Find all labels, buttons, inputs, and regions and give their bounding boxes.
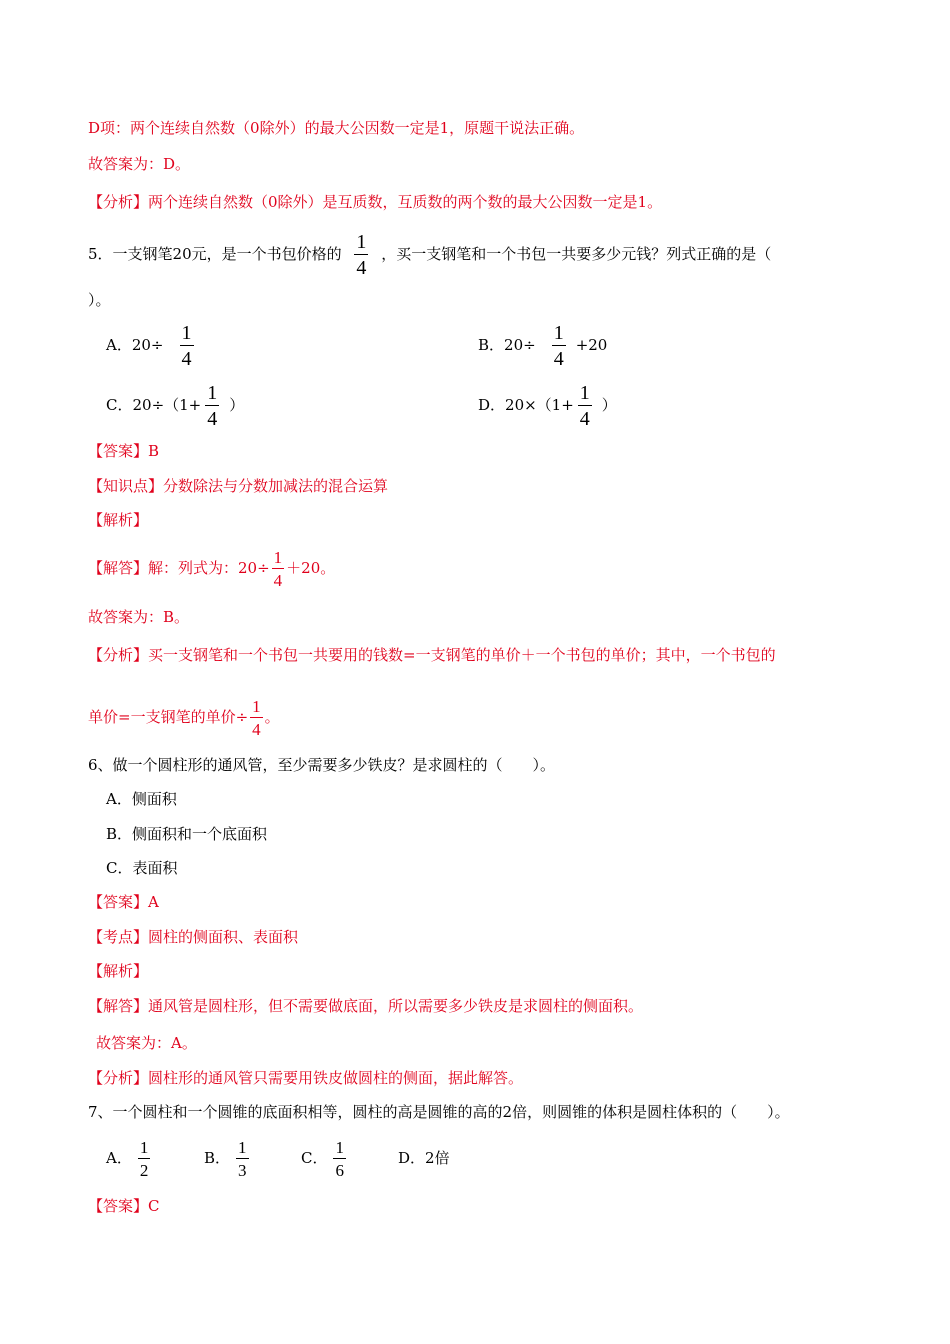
q5-stem-line2: ）。 — [88, 291, 111, 309]
fraction-denominator: 4 — [356, 257, 367, 279]
q4-conclusion: 故答案为：D。 — [88, 155, 191, 173]
q5-stem-part2: ，买一支钢笔和一个书包一共要多少元钱？列式正确的是（ — [381, 245, 772, 263]
option-prefix: B． — [204, 1149, 231, 1167]
option-prefix: B．20÷ — [478, 336, 536, 354]
q7-stem: 7、一个圆柱和一个圆锥的底面积相等，圆柱的高是圆锥的高的2倍，则圆锥的体积是圆柱体积的（ ）。 — [88, 1103, 790, 1121]
q5-solution — [88, 546, 335, 590]
q5-stem-part1: 5．一支钢笔20元，是一个书包价格的 — [88, 245, 342, 263]
option-prefix: A．20÷ — [106, 336, 164, 354]
fraction-numerator: 1 — [181, 322, 192, 344]
q6-conclusion: 故答案为：A。 — [96, 1034, 197, 1052]
q6-option-b: B．侧面积和一个底面积 — [106, 825, 268, 843]
solution-prefix: 【解答】解：列式为：20÷ — [88, 559, 270, 577]
fraction-denominator: 4 — [579, 408, 590, 430]
q5-jiexi-heading: 【解析】 — [88, 511, 149, 529]
q5-answer: 【答案】B — [88, 442, 160, 460]
fraction-denominator: 4 — [553, 348, 564, 370]
q5-conclusion: 故答案为：B。 — [88, 608, 190, 626]
fraction-numerator: 1 — [252, 697, 261, 716]
q5-stem — [88, 232, 771, 278]
q6-stem: 6、做一个圆柱形的通风管，至少需要多少铁皮？是求圆柱的（ ）。 — [88, 756, 556, 774]
q6-answer: 【答案】A — [88, 893, 159, 911]
q7-option-a — [106, 1136, 153, 1180]
q5-analysis-line2 — [88, 695, 280, 739]
fraction-denominator: 3 — [238, 1161, 247, 1180]
q6-option-c: C．表面积 — [106, 859, 178, 877]
analysis-suffix: 。 — [264, 708, 280, 726]
q7-option-c — [301, 1136, 349, 1180]
fraction-numerator: 1 — [273, 548, 283, 567]
q4-analysis: 【分析】两个连续自然数（0除外）是互质数，互质数的两个数的最大公因数一定是1。 — [88, 193, 663, 211]
option-suffix: +20 — [575, 336, 608, 354]
solution-fraction — [272, 549, 285, 589]
q4-option-d-explanation: D项：两个连续自然数（0除外）的最大公因数一定是1，原题干说法正确。 — [88, 119, 585, 137]
option-fraction — [578, 383, 592, 429]
q6-jiexi-heading: 【解析】 — [88, 962, 149, 980]
fraction-denominator: 6 — [335, 1161, 344, 1180]
q6-option-a: A．侧面积 — [106, 790, 177, 808]
q5-option-d — [478, 383, 617, 429]
fraction-numerator: 1 — [579, 382, 590, 404]
q5-knowledge-point: 【知识点】分数除法与分数加减法的混合运算 — [88, 477, 389, 495]
option-fraction — [138, 1139, 151, 1179]
fraction-numerator: 1 — [335, 1138, 344, 1157]
q7-option-b — [204, 1136, 252, 1180]
fraction-denominator: 4 — [273, 571, 283, 590]
q5-stem-fraction — [354, 232, 368, 278]
option-prefix: A． — [106, 1149, 132, 1167]
option-fraction — [236, 1139, 249, 1179]
option-suffix: ） — [601, 396, 617, 414]
q5-option-a — [106, 323, 197, 369]
option-suffix: ） — [229, 396, 245, 414]
fraction-denominator: 2 — [139, 1161, 149, 1180]
solution-suffix: ＋20。 — [286, 559, 336, 577]
q6-analysis: 【分析】圆柱形的通风管只需要用铁皮做圆柱的侧面，据此解答。 — [88, 1069, 524, 1087]
analysis-fraction — [250, 698, 263, 738]
fraction-numerator: 1 — [207, 382, 218, 404]
fraction-numerator: 1 — [238, 1138, 247, 1157]
analysis-prefix: 单价=一支钢笔的单价÷ — [88, 708, 249, 726]
fraction-denominator: 4 — [252, 720, 261, 739]
q7-option-d: D．2倍 — [398, 1149, 450, 1167]
fraction-numerator: 1 — [356, 231, 367, 253]
option-prefix: C．20÷（1+ — [106, 396, 202, 414]
fraction-numerator: 1 — [139, 1138, 149, 1157]
q6-solution: 【解答】通风管是圆柱形，但不需要做底面，所以需要多少铁皮是求圆柱的侧面积。 — [88, 997, 644, 1015]
q5-option-b — [478, 323, 607, 369]
q6-kaodian: 【考点】圆柱的侧面积、表面积 — [88, 928, 299, 946]
fraction-denominator: 4 — [181, 348, 192, 370]
option-fraction — [552, 323, 566, 369]
option-fraction — [333, 1139, 346, 1179]
option-prefix: C． — [301, 1149, 328, 1167]
q5-analysis-line1: 【分析】买一支钢笔和一个书包一共要用的钱数=一支钢笔的单价＋一个书包的单价；其中，一个书包的 — [88, 646, 776, 664]
option-prefix: D．20×（1+ — [478, 396, 574, 414]
option-fraction — [180, 323, 194, 369]
q5-option-c — [106, 383, 244, 429]
fraction-denominator: 4 — [207, 408, 218, 430]
option-fraction — [205, 383, 219, 429]
q7-answer: 【答案】C — [88, 1197, 160, 1215]
fraction-numerator: 1 — [553, 322, 564, 344]
